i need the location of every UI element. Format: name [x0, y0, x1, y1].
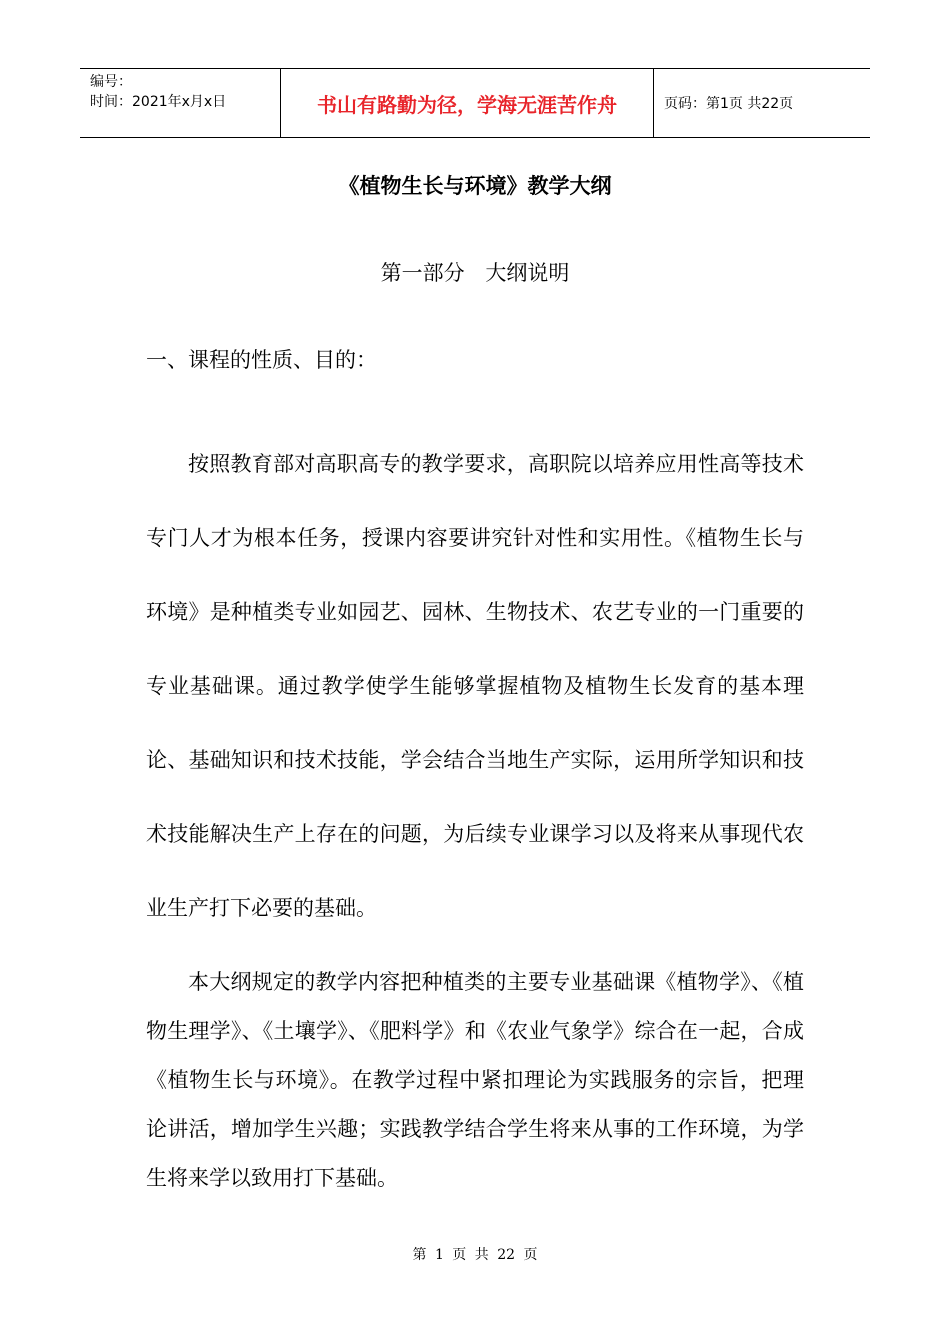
section-heading: 一、课程的性质、目的：	[146, 348, 377, 372]
page-info-text: 页码：第1页 共22页	[664, 96, 794, 112]
date-label: 时间：2021年x月x日	[90, 94, 227, 110]
document-title: 《植物生长与环境》教学大纲	[338, 174, 612, 198]
motto-text: 书山有路勤为径，学海无涯苦作舟	[317, 92, 617, 117]
paragraph-syllabus-scope: 本大纲规定的教学内容把种植类的主要专业基础课《植物学》、《植物生理学》、《土壤学》、《肥料学》和《农业气象学》综合在一起，合成《植物生长与环境》。在教学过程中紧扣理论为实践服务的宗旨，把理论讲活，增加学生兴趣；实践教学结合学生将来从事的工作环境，为学生将来学以致用打下基础。	[146, 970, 804, 1190]
page-footer: 第 1 页 共 22 页	[412, 1247, 538, 1263]
header-table	[80, 68, 870, 138]
page-info-cell	[654, 69, 870, 137]
part-title: 第一部分 大纲说明	[380, 261, 570, 285]
motto-cell	[281, 69, 654, 137]
header-meta-cell	[80, 69, 281, 137]
number-label: 编号：	[90, 74, 132, 90]
paragraph-course-nature: 按照教育部对高职高专的教学要求，高职院以培养应用性高等技术专门人才为根本任务，授课内容要讲究针对性和实用性。《植物生长与环境》是种植类专业如园艺、园林、生物技术、农艺专业的一门重要的专业基础课。通过教学使学生能够掌握植物及植物生长发育的基本理论、基础知识和技术技能，学会结合当地生产实际，运用所学知识和技术技能解决生产上存在的问题，为后续专业课学习以及将来从事现代农业生产打下必要的基础。	[146, 452, 804, 920]
